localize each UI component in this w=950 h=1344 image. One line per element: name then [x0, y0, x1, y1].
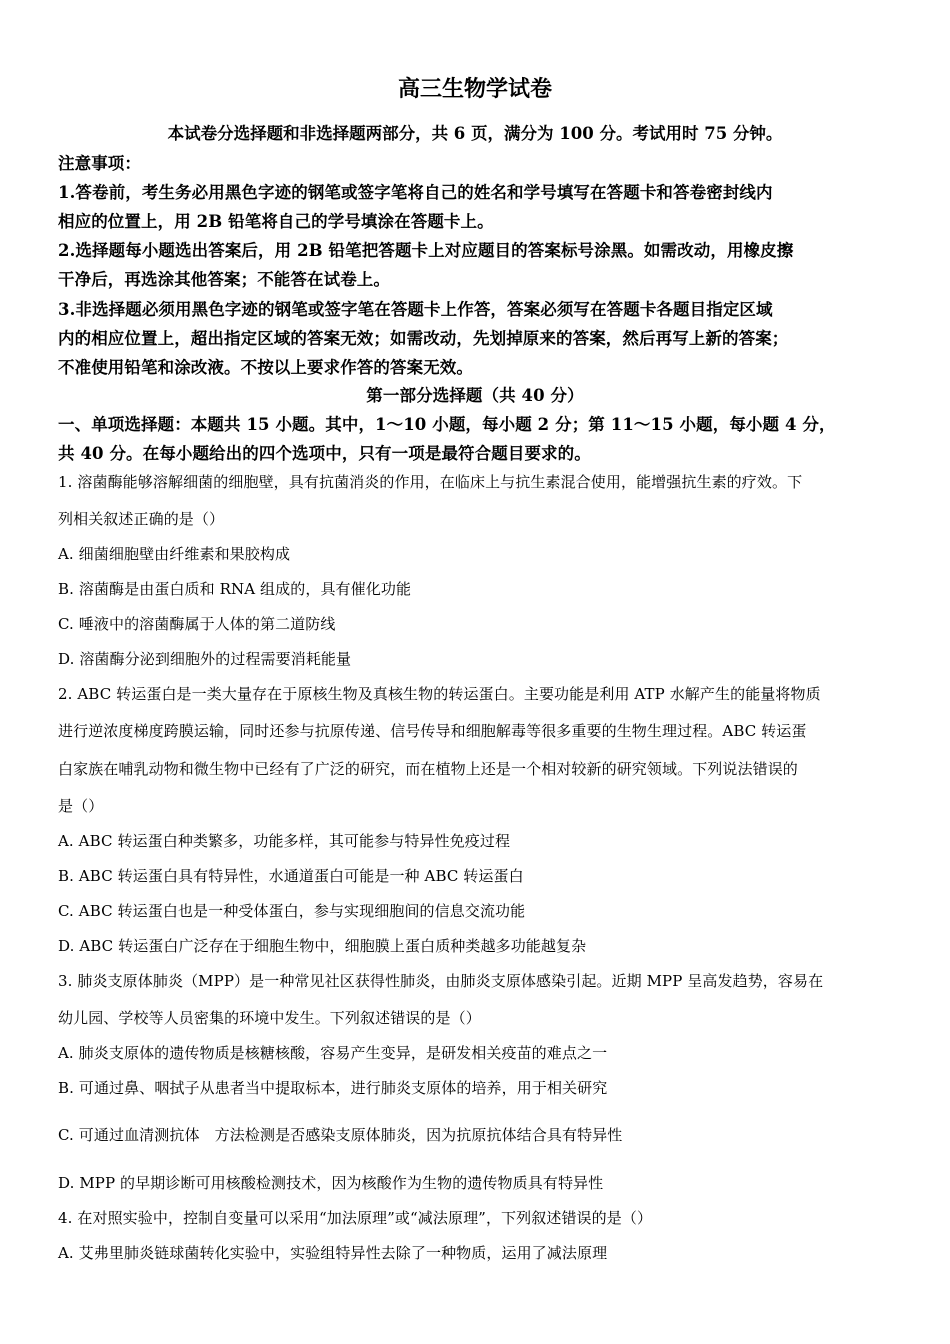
question-3-option-c: C. 可通过血清测抗体 方法检测是否感染支原体肺炎，因为抗原抗体结合具有特异性 — [58, 1126, 623, 1144]
question-1-option-b: B. 溶菌酶是由蛋白质和 RNA 组成的，具有催化功能 — [58, 580, 412, 598]
question-2-option-d: D. ABC 转运蛋白广泛存在于细胞生物中，细胞膜上蛋白质种类越多功能越复杂 — [58, 937, 587, 955]
notice-line: 2.选择题每小题选出答案后，用 2B 铅笔把答题卡上对应题目的答案标号涂黑。如需改动，用橡皮擦 — [58, 241, 794, 260]
question-3-stem: 3. 肺炎支原体肺炎（MPP）是一种常见社区获得性肺炎，由肺炎支原体感染引起。近期 MPP 呈高发趋势，容易在 — [58, 972, 824, 990]
question-3-option-d: D. MPP 的早期诊断可用核酸检测技术，因为核酸作为生物的遗传物质具有特异性 — [58, 1174, 604, 1192]
question-4-option-a: A. 艾弗里肺炎链球菌转化实验中，实验组特异性去除了一种物质，运用了减法原理 — [58, 1244, 608, 1262]
question-2-stem: 进行逆浓度梯度跨膜运输，同时还参与抗原传递、信号传导和细胞解毒等很多重要的生物生理过程。ABC 转运蛋 — [58, 722, 807, 740]
notice-line: 1.答卷前，考生务必用黑色字迹的钢笔或签字笔将自己的姓名和学号填写在答题卡和答卷密封线内 — [58, 183, 773, 202]
notice-line: 不准使用铅笔和涂改液。不按以上要求作答的答案无效。 — [58, 358, 473, 377]
question-2-option-a: A. ABC 转运蛋白种类繁多，功能多样，其可能参与特异性免疫过程 — [58, 832, 511, 850]
notice-line: 内的相应位置上，超出指定区域的答案无效；如需改动，先划掉原来的答案，然后再写上新的答案； — [58, 329, 789, 348]
question-1-option-a: A. 细菌细胞壁由纤维素和果胶构成 — [58, 545, 291, 563]
section-title: 第一部分选择题（共 40 分） — [366, 386, 584, 405]
question-2-option-c: C. ABC 转运蛋白也是一种受体蛋白，参与实现细胞间的信息交流功能 — [58, 902, 526, 920]
question-2-stem: 是（） — [58, 797, 104, 815]
question-1-option-d: D. 溶菌酶分泌到细胞外的过程需要消耗能量 — [58, 650, 352, 668]
question-3-option-b: B. 可通过鼻、咽拭子从患者当中提取标本，进行肺炎支原体的培养，用于相关研究 — [58, 1079, 608, 1097]
page-title: 高三生物学试卷 — [397, 76, 552, 102]
section-instructions: 一、单项选择题：本题共 15 小题。其中，1～10 小题，每小题 2 分；第 11～15 小题，每小题 4 分， — [58, 415, 836, 434]
question-3-stem: 幼儿园、学校等人员密集的环境中发生。下列叙述错误的是（） — [58, 1009, 481, 1027]
question-1-stem: 1. 溶菌酶能够溶解细菌的细胞壁，具有抗菌消炎的作用，在临床上与抗生素混合使用，能增强抗生素的疗效。下 — [58, 473, 803, 491]
question-1-option-c: C. 唾液中的溶菌酶属于人体的第二道防线 — [58, 615, 336, 633]
notice-line: 3.非选择题必须用黑色字迹的钢笔或签字笔在答题卡上作答，答案必须写在答题卡各题目指定区域 — [58, 300, 773, 319]
notice-heading: 注意事项： — [58, 154, 141, 173]
question-2-option-b: B. ABC 转运蛋白具有特异性，水通道蛋白可能是一种 ABC 转运蛋白 — [58, 867, 524, 885]
question-3-option-a: A. 肺炎支原体的遗传物质是核糖核酸，容易产生变异，是研发相关疫苗的难点之一 — [58, 1044, 608, 1062]
exam-intro: 本试卷分选择题和非选择题两部分，共 6 页，满分为 100 分。考试用时 75 分钟。 — [167, 124, 783, 143]
notice-line: 相应的位置上，用 2B 铅笔将自己的学号填涂在答题卡上。 — [58, 212, 494, 231]
question-4-stem: 4. 在对照实验中，控制自变量可以采用“加法原理”或“减法原理”，下列叙述错误的是（） — [58, 1209, 653, 1227]
question-2-stem: 2. ABC 转运蛋白是一类大量存在于原核生物及真核生物的转运蛋白。主要功能是利用 ATP 水解产生的能量将物质 — [58, 685, 821, 703]
notice-line: 干净后，再选涂其他答案；不能答在试卷上。 — [58, 270, 390, 289]
section-instructions: 共 40 分。在每小题给出的四个选项中，只有一项是最符合题目要求的。 — [58, 444, 591, 463]
question-1-stem: 列相关叙述正确的是（） — [58, 510, 225, 528]
question-2-stem: 白家族在哺乳动物和微生物中已经有了广泛的研究，而在植物上还是一个相对较新的研究领域。下列说法错误的 — [58, 760, 798, 778]
